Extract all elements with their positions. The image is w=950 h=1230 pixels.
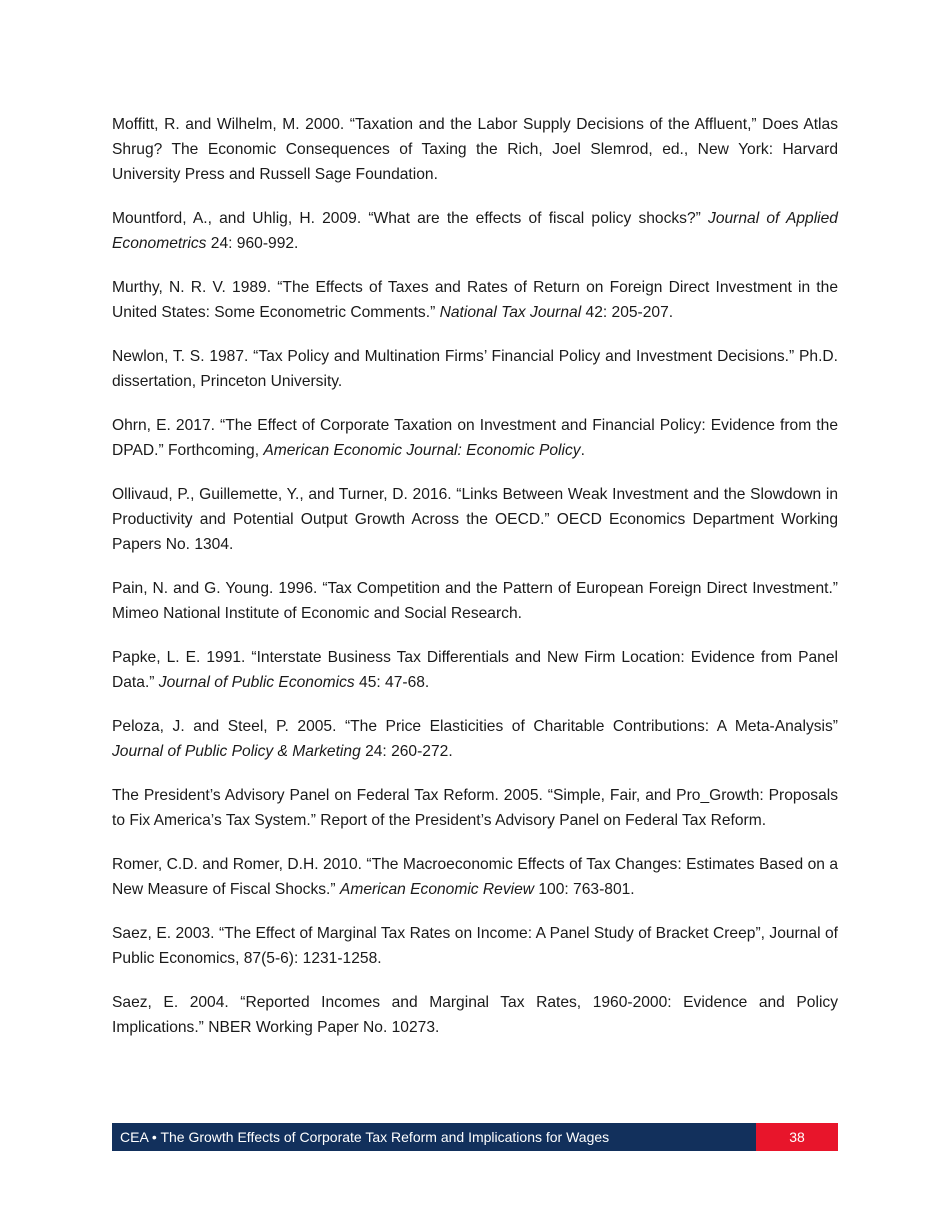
reference-journal: National Tax Journal: [439, 304, 582, 321]
reference-text: Papke, L. E. 1991. “Interstate Business Tax Differentials and New Firm Location: Evidence from Panel Data.”: [112, 649, 838, 691]
reference-entry: [112, 990, 838, 1040]
reference-entry: [112, 275, 838, 325]
reference-entry: [112, 482, 838, 557]
reference-entry: [112, 344, 838, 394]
reference-text: Saez, E. 2004. “Reported Incomes and Marginal Tax Rates, 1960-2000: Evidence and Policy Implications.” NBER Working Paper No. 10273.: [112, 994, 838, 1036]
page-number-badge: [756, 1123, 838, 1151]
reference-details: 45: 47-68.: [354, 674, 430, 691]
reference-text: Newlon, T. S. 1987. “Tax Policy and Multination Firms’ Financial Policy and Investment Decisions.” Ph.D. dissertation, Princeton University.: [112, 348, 838, 390]
reference-journal: American Economic Review: [339, 881, 535, 898]
reference-details: 42: 205-207.: [581, 304, 674, 321]
page-footer: [112, 1123, 838, 1151]
reference-text: The President’s Advisory Panel on Federal Tax Reform. 2005. “Simple, Fair, and Pro_Growth: Proposals to Fix America’s Tax System.” Report of the President’s Advisory Panel on Federal Tax Reform.: [112, 787, 838, 829]
reference-journal: American Economic Journal: Economic Policy: [263, 442, 581, 459]
reference-text: Ohrn, E. 2017. “The Effect of Corporate Taxation on Investment and Financial Policy: Evidence from the DPAD.” Forthcoming,: [112, 417, 838, 459]
reference-text: Murthy, N. R. V. 1989. “The Effects of Taxes and Rates of Return on Foreign Direct Investment in the United States: Some Econometric Comments.”: [112, 279, 838, 321]
reference-details: 100: 763-801.: [534, 881, 635, 898]
reference-entry: [112, 413, 838, 463]
reference-text: Romer, C.D. and Romer, D.H. 2010. “The Macroeconomic Effects of Tax Changes: Estimates Based on a New Measure of Fiscal Shocks.”: [112, 856, 838, 898]
reference-entry: [112, 783, 838, 833]
reference-journal: Journal of Applied Econometrics: [112, 210, 838, 252]
reference-details: 24: 260-272.: [360, 743, 453, 760]
reference-journal: Journal of Public Economics: [158, 674, 355, 691]
footer-title-bar: [112, 1123, 756, 1151]
reference-journal: Journal of Public Policy & Marketing: [112, 743, 361, 760]
footer-title: CEA • The Growth Effects of Corporate Tax Reform and Implications for Wages: [120, 1129, 610, 1145]
reference-entry: [112, 921, 838, 971]
reference-text: Moffitt, R. and Wilhelm, M. 2000. “Taxation and the Labor Supply Decisions of the Affluent,” Does Atlas Shrug? The Economic Consequences of Taxing the Rich, Joel Slemrod, ed., New York: Harvard University Press and Russell Sage Foundation.: [112, 116, 838, 183]
reference-text: Ollivaud, P., Guillemette, Y., and Turner, D. 2016. “Links Between Weak Investment and the Slowdown in Productivity and Potential Output Growth Across the OECD.” OECD Economics Department Working Papers No. 1304.: [112, 486, 838, 553]
reference-entry: [112, 576, 838, 626]
reference-entry: [112, 714, 838, 764]
reference-text: Pain, N. and G. Young. 1996. “Tax Competition and the Pattern of European Foreign Direct Investment.” Mimeo National Institute of Economic and Social Research.: [112, 580, 838, 622]
reference-list: [112, 112, 838, 1059]
reference-details: 24: 960-992.: [206, 235, 299, 252]
reference-entry: [112, 852, 838, 902]
reference-text: Saez, E. 2003. “The Effect of Marginal Tax Rates on Income: A Panel Study of Bracket Creep”, Journal of Public Economics, 87(5-6): 1231-1258.: [112, 925, 838, 967]
reference-entry: [112, 112, 838, 187]
reference-entry: [112, 206, 838, 256]
reference-text: Peloza, J. and Steel, P. 2005. “The Price Elasticities of Charitable Contributions: A Meta-Analysis”: [112, 718, 838, 735]
reference-details: .: [580, 442, 585, 459]
reference-entry: [112, 645, 838, 695]
reference-text: Mountford, A., and Uhlig, H. 2009. “What are the effects of fiscal policy shocks?”: [112, 210, 709, 227]
page-number: 38: [789, 1129, 805, 1145]
